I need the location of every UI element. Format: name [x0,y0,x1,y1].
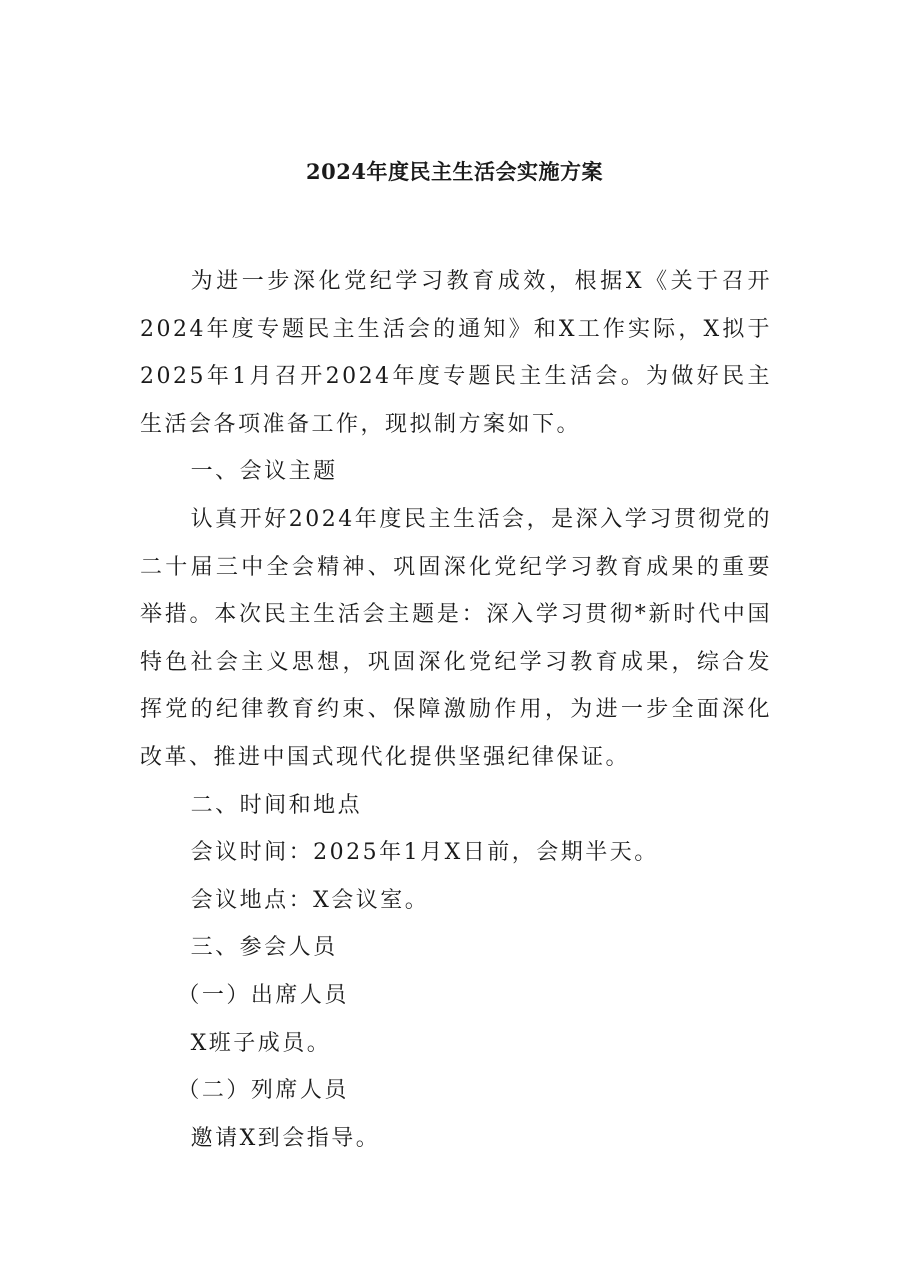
subheading-attending: （一）出席人员 [177,982,349,1008]
section-heading-attendees: 三、参会人员 [190,935,338,961]
section-heading-theme: 一、会议主题 [190,459,338,485]
theme-paragraph: 认真开好2024年度民主生活会，是深入学习贯彻党的二十届三中全会精神、巩固深化党纪学习教育成果的重要举措。本次民主生活会主题是：深入学习贯彻*新时代中国特色社会主义思想，巩固深化党纪学习教育成果，综合发挥党的纪律教育约束、保障激励作用，为进一步全面深化改革、推进中国式现代化提供坚强纪律保证。 [140,506,772,770]
section-heading-time-place: 二、时间和地点 [190,792,363,818]
observers-line: 邀请X到会指导。 [190,1125,381,1151]
document-title: 2024年度民主生活会实施方案 [306,159,603,184]
attending-members-line: X班子成员。 [190,1030,332,1056]
document-body [140,258,772,1162]
meeting-time-line: 会议时间：2025年1月X日前，会期半天。 [190,840,659,866]
intro-paragraph: 为进一步深化党纪学习教育成效，根据X《关于召开2024年度专题民主生活会的通知》和X工作实际，X拟于2025年1月召开2024年度专题民主生活会。为做好民主生活会各项准备工作，现拟制方案如下。 [140,269,772,437]
subheading-observers: （二）列席人员 [177,1078,349,1104]
meeting-place-line: 会议地点：X会议室。 [190,887,430,913]
